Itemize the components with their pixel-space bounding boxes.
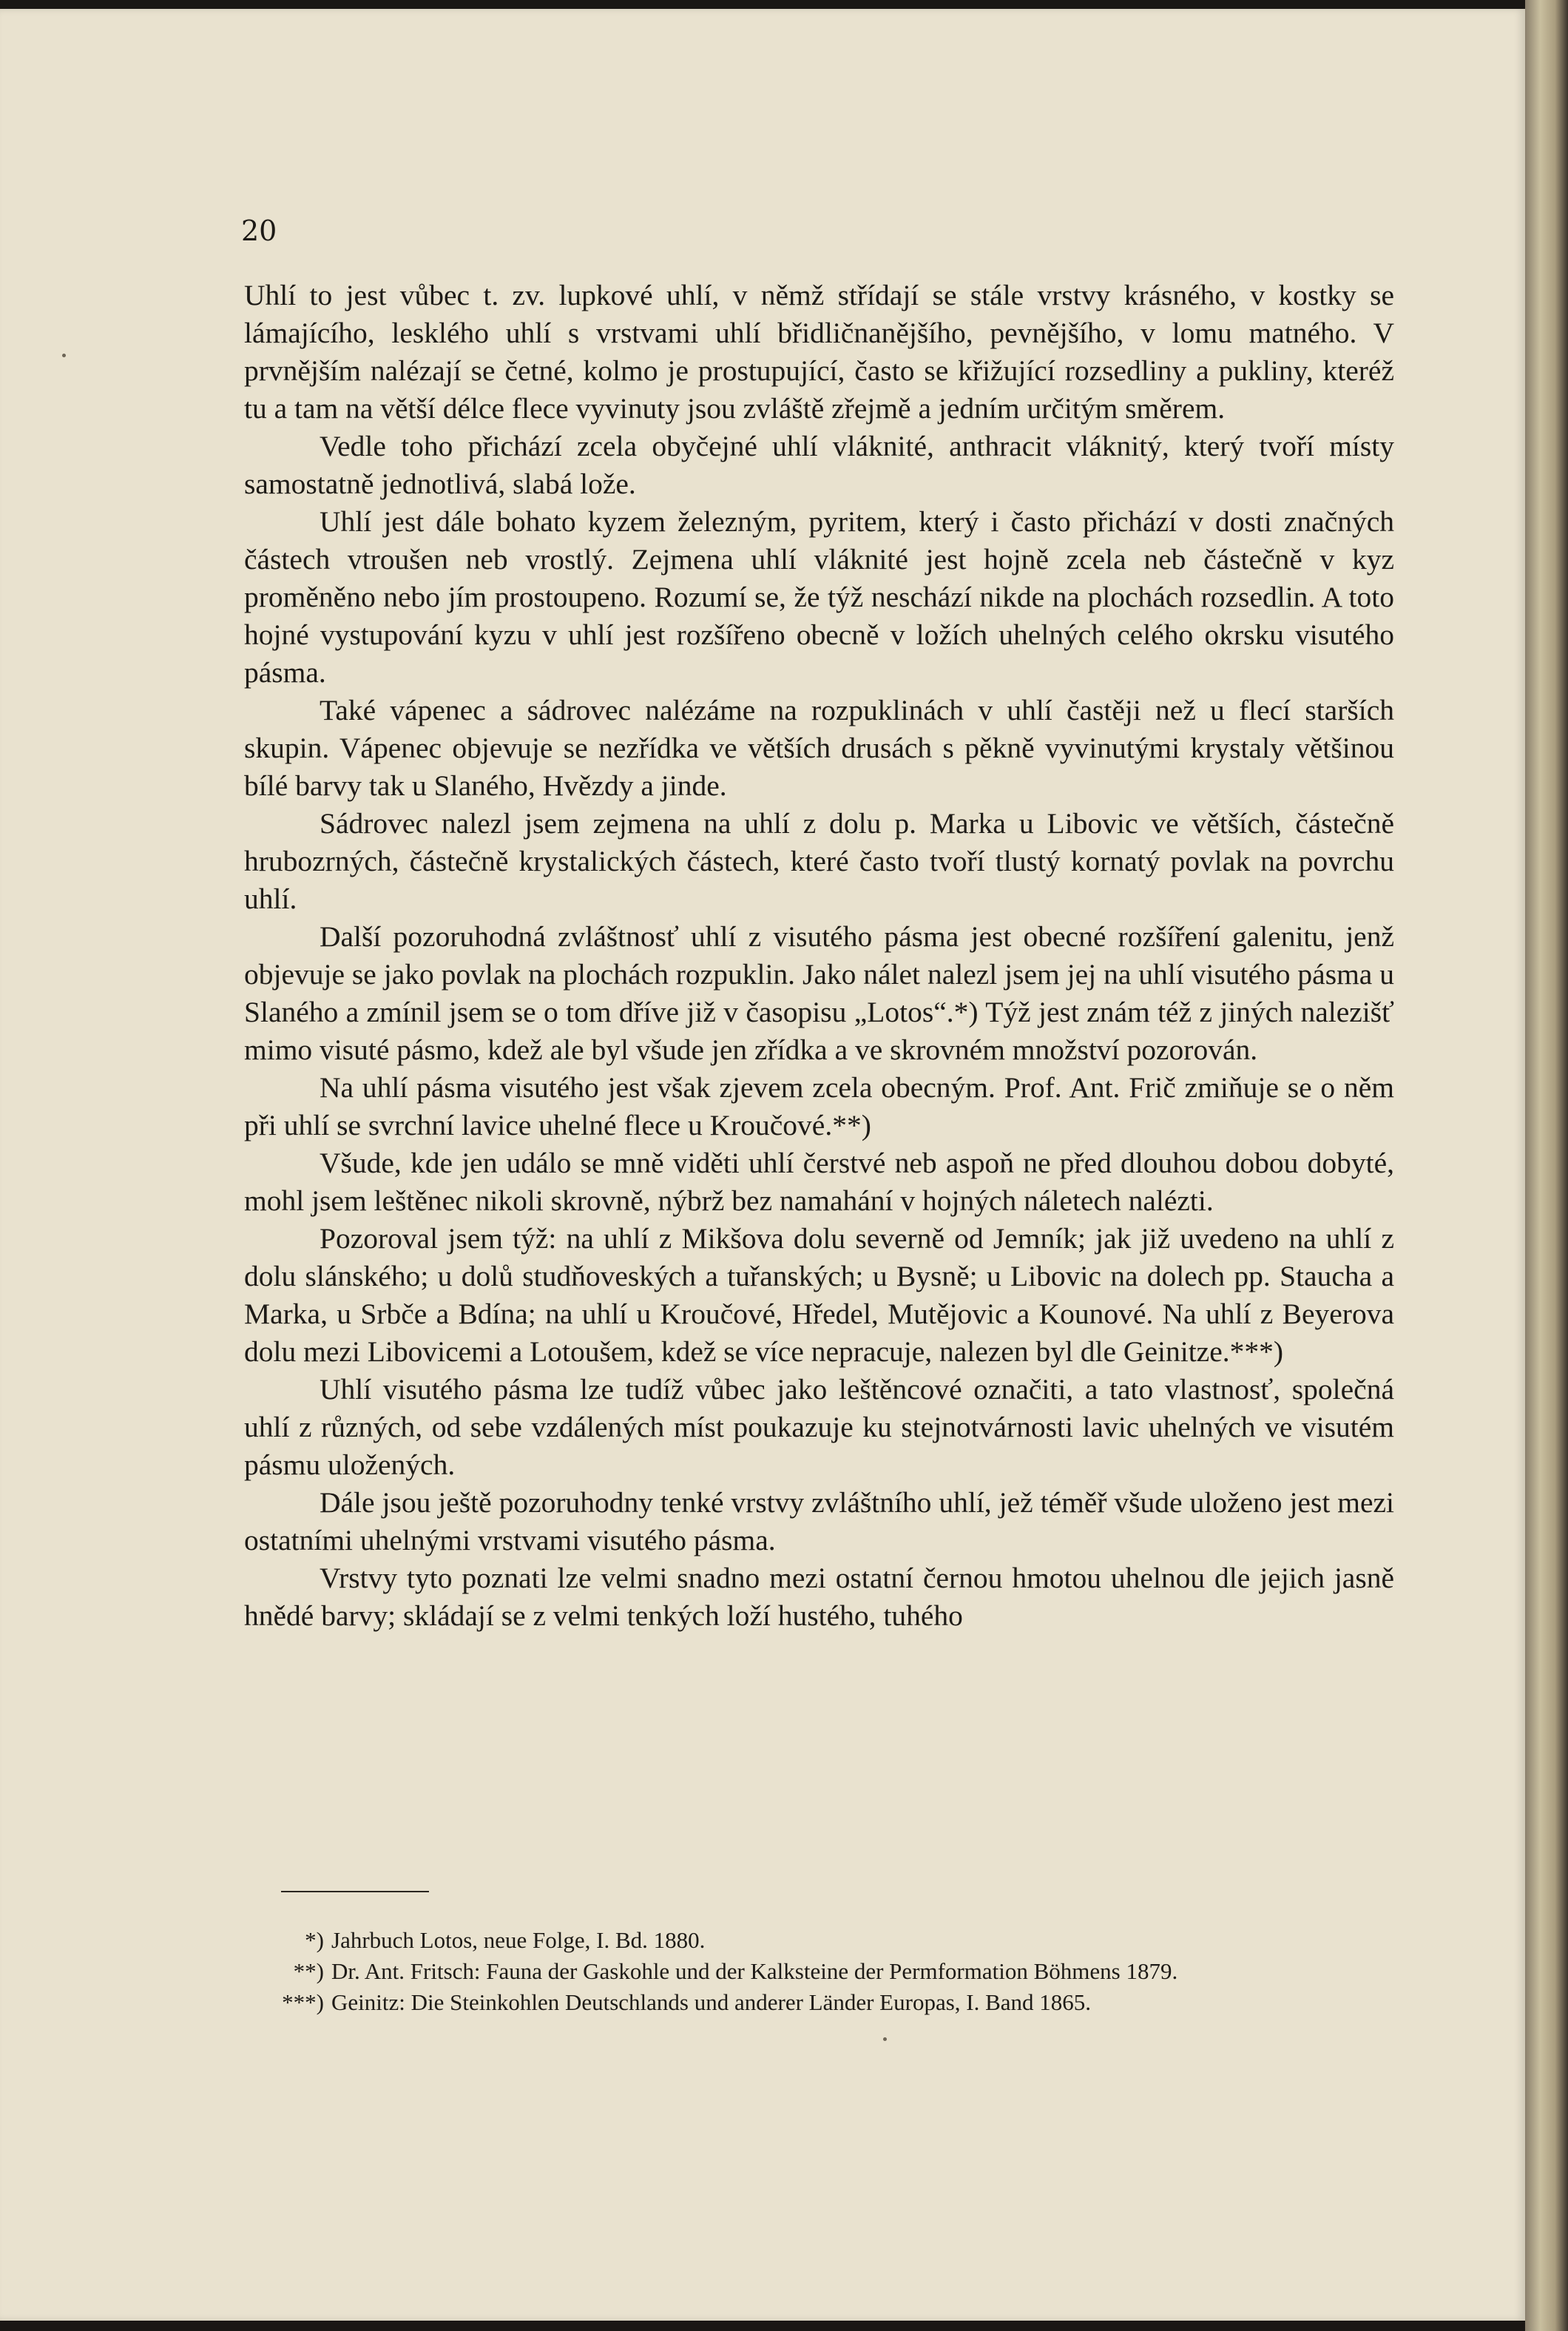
paragraph: Další pozoruhodná zvláštnosť uhlí z visutého pásma jest obecné rozšíření galenitu, jenž objevuje se jako povlak na plochách rozpuklin. Jako nálet nalezl jsem jej na uhlí visutého pásma u Slaného a zmínil jsem se o tom dříve již v časopisu „Lotos“.*) Týž jest znám též z jiných nalezišť mimo visuté pásmo, kdež ale byl všude jen zřídka a ve skrovném množství pozorován. (244, 920, 1394, 1066)
footnotes (244, 1925, 1442, 2018)
footnote-text: Dr. Ant. Fritsch: Fauna der Gaskohle und der Kalksteine der Permformation Böhmens 1879. (331, 1958, 1178, 1984)
paragraph: Na uhlí pásma visutého jest však zjevem zcela obecným. Prof. Ant. Frič zmiňuje se o něm při uhlí se svrchní lavice uhelné flece u Kroučové.**) (244, 1071, 1394, 1141)
paragraph: Uhlí to jest vůbec t. zv. lupkové uhlí, v němž střídají se stále vrstvy krásného, v kostky se lámajícího, lesklého uhlí s vrstvami uhlí břidličnanějšího, pevnějšího, v lomu matného. V prvnějším nalézají se četné, kolmo je prostupující, často se křižující rozsedliny a pukliny, kteréž tu a tam na větší délce flece vyvinuty jsou zvláště zřejmě a jedním určitým směrem. (244, 279, 1394, 425)
paper-speck (62, 354, 66, 357)
page-number: 20 (241, 215, 277, 247)
paragraph: Uhlí visutého pásma lze tudíž vůbec jako leštěncové označiti, a tato vlastnosť, společná uhlí z různých, od sebe vzdálených míst poukazuje ku stejnotvárnosti lavic uhelných ve visutém pásmu uložených. (244, 1373, 1394, 1481)
footnote-text: Geinitz: Die Steinkohlen Deutschlands und anderer Länder Europas, I. Band 1865. (331, 1989, 1092, 2015)
footnote-text: Jahrbuch Lotos, neue Folge, I. Bd. 1880. (331, 1927, 706, 1953)
body-text (244, 277, 1394, 1635)
book-edge (1525, 0, 1568, 2331)
paragraph: Vrstvy tyto poznati lze velmi snadno mezi ostatní černou hmotou uhelnou dle jejich jasně hnědé barvy; skládají se z velmi tenkých loží hustého, tuhého (244, 1562, 1394, 1632)
footnote (244, 1925, 1442, 1956)
footnote-mark: *) (305, 1927, 324, 1953)
footnote-mark: **) (293, 1958, 324, 1984)
paragraph: Pozoroval jsem týž: na uhlí z Mikšova dolu severně od Jemník; jak již uvedeno na uhlí z dolu slánského; u dolů studňoveských a tuřanských; u Bysně; u Libovic na dolech pp. Staucha a Marka, u Srbče a Bdína; na uhlí u Kroučové, Hředel, Mutějovic a Kounové. Na uhlí z Beyerova dolu mezi Libovicemi a Lotoušem, kdež se více nepracuje, nalezen byl dle Geinitze.***) (244, 1222, 1394, 1368)
paragraph: Uhlí jest dále bohato kyzem železným, pyritem, který i často přichází v dosti značných částech vtroušen neb vrostlý. Zejmena uhlí vláknité jest hojně zcela neb částečně v kyz proměněno nebo jím prostoupeno. Rozumí se, že týž neschází nikde na plochách rozsedlin. A toto hojné vystupování kyzu v uhlí jest rozšířeno obecně v ložích uhelných celého okrsku visutého pásma. (244, 505, 1394, 689)
paragraph: Sádrovec nalezl jsem zejmena na uhlí z dolu p. Marka u Libovic ve větších, částečně hrubozrných, částečně krystalických částech, které často tvoří tlustý kornatý povlak na povrchu uhlí. (244, 807, 1394, 915)
book-page (0, 9, 1525, 2321)
footnote (244, 1956, 1442, 1987)
paragraph: Všude, kde jen událo se mně viděti uhlí čerstvé neb aspoň ne před dlouhou dobou dobyté, mohl jsem leštěnec nikoli skrovně, nýbrž bez namahání v hojných náletech nalézti. (244, 1147, 1394, 1217)
footnote-mark: ***) (282, 1989, 324, 2015)
paper-speck (883, 2037, 887, 2041)
paragraph: Dále jsou ještě pozoruhodny tenké vrstvy zvláštního uhlí, jež téměř všude uloženo jest mezi ostatními uhelnými vrstvami visutého pásma. (244, 1486, 1394, 1556)
paragraph: Vedle toho přichází zcela obyčejné uhlí vláknité, anthracit vláknitý, který tvoří místy samostatně jednotlivá, slabá lože. (244, 430, 1394, 500)
footnote-divider (281, 1891, 429, 1892)
paragraph: Také vápenec a sádrovec nalézáme na rozpuklinách v uhlí častěji než u flecí starších skupin. Vápenec objevuje se nezřídka ve větších drusách s pěkně vyvinutými krystaly většinou bílé barvy tak u Slaného, Hvězdy a jinde. (244, 694, 1394, 802)
footnote (244, 1987, 1442, 2018)
